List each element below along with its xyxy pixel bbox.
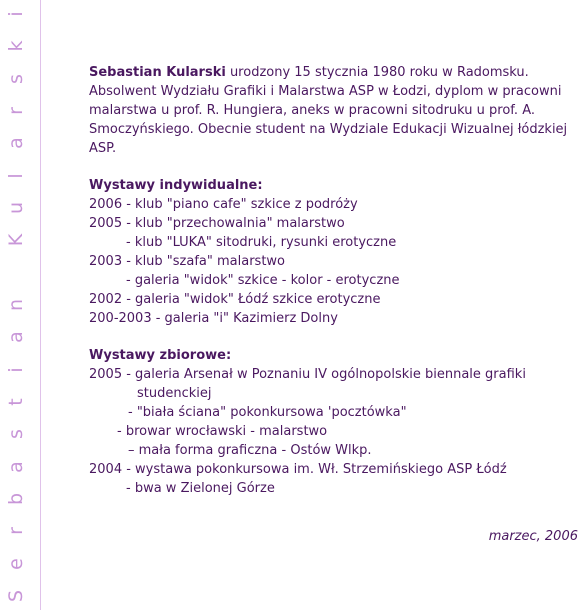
title-letter: l <box>5 173 27 179</box>
title-letter: s <box>5 73 27 84</box>
title-letter: r <box>5 107 27 115</box>
title-letter: i <box>5 366 27 373</box>
title-letter: r <box>5 527 27 536</box>
group-exhibitions-list <box>89 365 575 498</box>
title-letter: b <box>5 492 27 505</box>
title-letter: S <box>5 589 27 602</box>
title-letter: a <box>5 331 27 344</box>
list-item: 2006 - klub "piano cafe" szkice z podróży <box>89 197 358 212</box>
title-letter: a <box>5 460 27 473</box>
title-letter: s <box>5 429 27 440</box>
title-letter: K <box>5 234 27 247</box>
list-item: - klub "LUKA" sitodruki, rysunki erotyczne <box>126 235 397 250</box>
title-letter: n <box>5 298 27 311</box>
individual-exhibitions-heading: Wystawy indywidualne: <box>89 178 263 193</box>
title-letter: a <box>5 137 27 150</box>
list-item: - galeria "widok" szkice - kolor - erotyczne <box>126 273 400 288</box>
vertical-name-title <box>0 0 34 610</box>
biography-text: urodzony 15 stycznia 1980 roku w Radomsku. Absolwent Wydziału Grafiki i Malarstwa ASP w Łodzi, dyplom w pracowni malarstwa u prof. R. Hungiera, aneks w pracowni sitodruku u prof. A. Smoczyńskiego. Obecnie student na Wydziale Edukacji Wizualnej łódzkiej ASP. <box>89 65 568 156</box>
date-signature: marzec, 2006 <box>488 529 578 544</box>
list-item: – mała forma graficzna - Ostów Wlkp. <box>128 443 372 458</box>
list-item: 2003 - klub "szafa" malarstwo <box>89 254 286 269</box>
group-exhibitions-heading: Wystawy zbiorowe: <box>89 348 232 363</box>
title-letter: t <box>5 398 27 406</box>
side-divider <box>40 0 41 610</box>
list-item: - "biała ściana" pokonkursowa 'pocztówka" <box>128 405 407 420</box>
title-letter <box>7 263 27 283</box>
list-item: - bwa w Zielonej Górze <box>126 481 275 496</box>
list-item: 2005 - galeria Arsenał w Poznaniu IV ogólnopolskie biennale grafiki <box>89 367 526 382</box>
list-item: studenckiej <box>137 386 212 401</box>
list-item: 2005 - klub "przechowalnia" malarstwo <box>89 216 345 231</box>
list-item: - browar wrocławski - malarstwo <box>117 424 328 439</box>
list-item: 200-2003 - galeria "i" Kazimierz Dolny <box>89 311 338 326</box>
title-letter: u <box>5 201 27 214</box>
main-content <box>89 63 575 498</box>
title-letter: k <box>5 40 27 52</box>
artist-name: Sebastian Kularski <box>89 65 226 80</box>
biography <box>89 63 575 158</box>
title-letter: i <box>5 11 27 17</box>
title-letter: e <box>5 557 27 570</box>
list-item: 2002 - galeria "widok" Łódź szkice erotyczne <box>89 292 381 307</box>
individual-exhibitions-list <box>89 195 575 328</box>
list-item: 2004 - wystawa pokonkursowa im. Wł. Strzemińskiego ASP Łódź <box>89 462 507 477</box>
